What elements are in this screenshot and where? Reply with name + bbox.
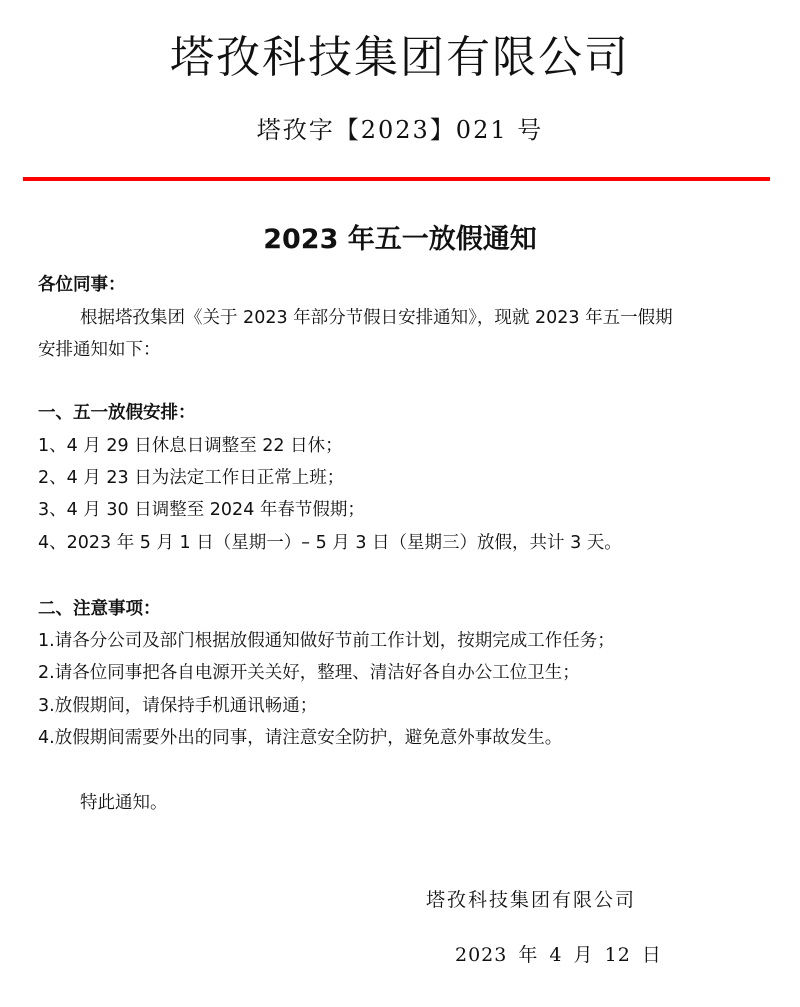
precaution-item: 1.请各分公司及部门根据放假通知做好节前工作计划，按期完成工作任务； — [38, 631, 615, 651]
notice-title: 2023 年五一放假通知 — [263, 224, 537, 255]
intro-paragraph-line-1: 根据塔孜集团《关于 2023 年部分节假日安排通知》，现就 2023 年五一假期 — [80, 308, 673, 328]
signature-date: 2023 年 4 月 12 日 — [455, 944, 662, 966]
section-heading-holiday-arrangement: 一、五一放假安排： — [38, 403, 196, 423]
document-number: 塔孜字【2023】021 号 — [256, 116, 544, 144]
section-heading-precautions: 二、注意事项： — [38, 599, 161, 619]
precaution-item: 3.放假期间，请保持手机通讯畅通； — [38, 696, 318, 716]
closing-remark: 特此通知。 — [80, 793, 168, 813]
red-header-rule — [23, 177, 770, 181]
arrangement-item: 2、4 月 23 日为法定工作日正常上班； — [38, 468, 345, 488]
arrangement-item: 3、4 月 30 日调整至 2024 年春节假期； — [38, 500, 365, 520]
precaution-item: 4.放假期间需要外出的同事，请注意安全防护，避免意外事故发生。 — [38, 728, 563, 748]
arrangement-item: 1、4 月 29 日休息日调整至 22 日休； — [38, 436, 343, 456]
precaution-item: 2.请各位同事把各自电源开关关好，整理、清洁好各自办公工位卫生； — [38, 663, 580, 683]
salutation: 各位同事： — [38, 275, 126, 295]
signature-company: 塔孜科技集团有限公司 — [426, 889, 637, 911]
arrangement-item: 4、2023 年 5 月 1 日（星期一）– 5 月 3 日（星期三）放假，共计 3 天。 — [38, 533, 622, 553]
intro-paragraph-line-2: 安排通知如下： — [38, 340, 161, 360]
company-header: 塔孜科技集团有限公司 — [170, 32, 630, 83]
